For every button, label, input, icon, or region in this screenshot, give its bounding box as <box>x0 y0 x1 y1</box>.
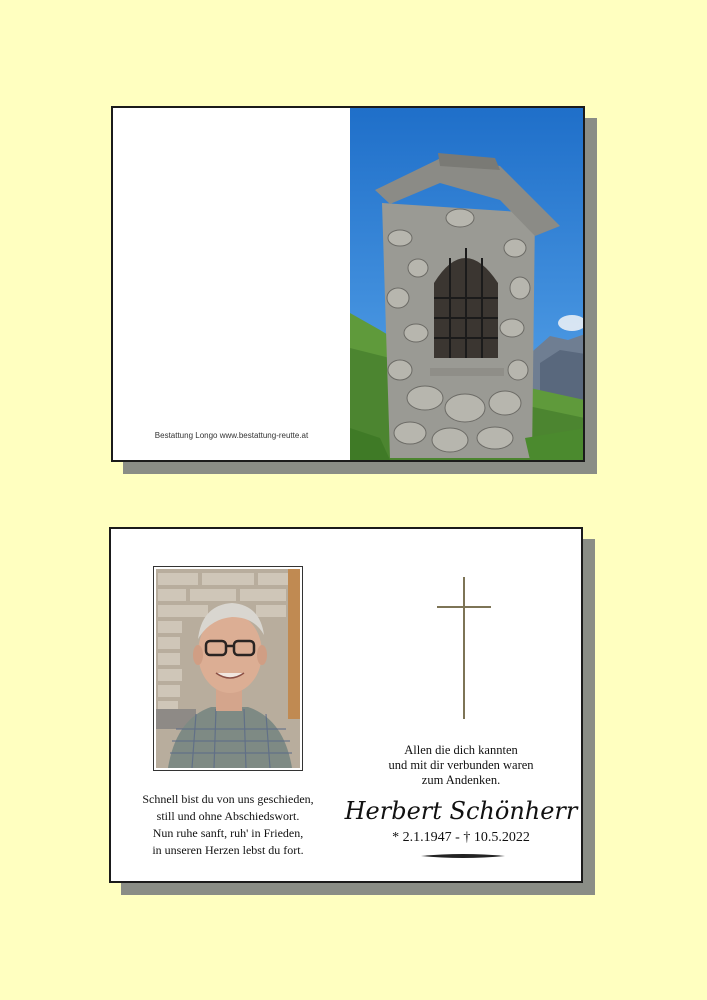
memorial-verse <box>121 791 335 859</box>
front-card <box>111 106 585 462</box>
portrait-image <box>156 569 300 768</box>
cross-icon <box>437 577 491 719</box>
portrait-photo <box>153 566 303 771</box>
verse-line: in unseren Herzen lebst du fort. <box>152 843 304 857</box>
dedication-line: zum Andenken. <box>421 773 501 787</box>
life-dates: * 2.1.1947 - † 10.5.2022 <box>392 830 530 845</box>
dedication-line: Allen die dich kannten <box>404 743 518 757</box>
verse-line: Nun ruhe sanft, ruh' in Frieden, <box>152 826 304 840</box>
divider-ornament-icon <box>421 852 505 860</box>
deceased-name: Herbert Schönherr <box>344 797 578 825</box>
dedication-line: und mit dir verbunden waren <box>388 758 534 772</box>
verse-line: still und ohne Abschiedswort. <box>156 809 300 823</box>
dedication-text <box>341 743 581 788</box>
inside-card <box>109 527 583 883</box>
shrine-photo <box>350 108 585 460</box>
verse-line: Schnell bist du von uns geschieden, <box>142 792 314 806</box>
shrine-photo-image <box>350 108 585 460</box>
publisher-text: Bestattung Longo www.bestattung-reutte.at <box>154 431 309 440</box>
